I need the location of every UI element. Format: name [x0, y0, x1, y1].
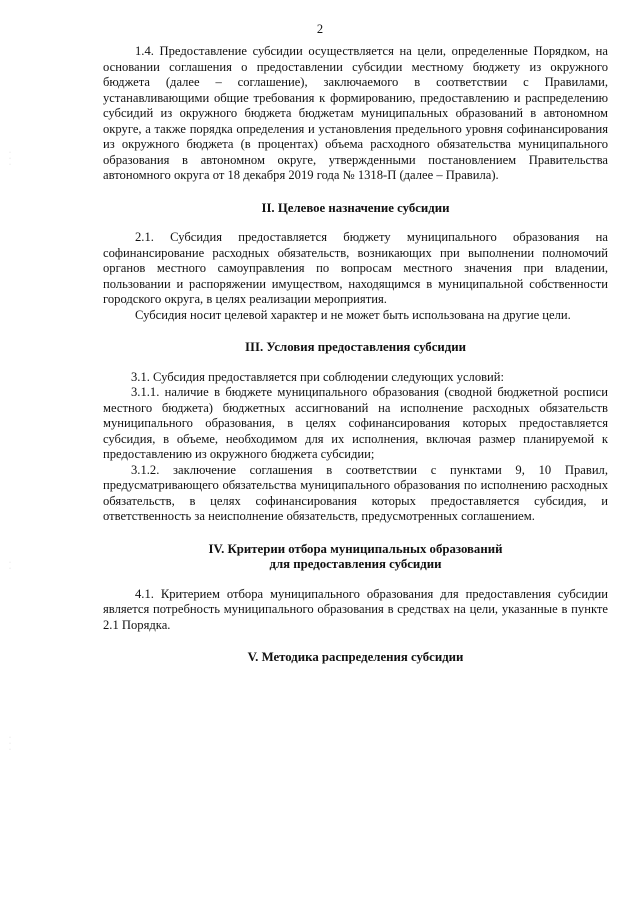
- section-3-heading: III. Условия предоставления субсидии: [245, 340, 466, 354]
- section-4-heading: [103, 542, 608, 573]
- section-5-heading: V. Методика распределения субсидии: [247, 650, 464, 664]
- scan-margin-artifact: · · ·: [9, 735, 11, 753]
- section-4-heading-line-2: для предоставления субсидии: [269, 557, 442, 571]
- paragraph-3-1: 3.1. Субсидия предоставляется при соблюдении следующих условий:: [131, 369, 505, 384]
- document-body: [103, 44, 608, 666]
- scan-margin-artifact: · · ·: [9, 150, 11, 168]
- section-4-heading-line-1: IV. Критерии отбора муниципальных образований: [208, 541, 503, 556]
- section-2-heading: II. Целевое назначение субсидии: [261, 200, 450, 215]
- paragraph-3-1-2: 3.1.2. заключение соглашения в соответствии с пунктами 9, 10 Правил, предусматривающего обязательства муниципального образования по исполнению расходных обязательств, в целях софинансирования которых предоставляется субсидия, и ответственность за неисполнение обязательств, предусмотренных соглашением.: [103, 462, 608, 523]
- paragraph-4-1: 4.1. Критерием отбора муниципального образования для предоставления субсидии является потребность муниципального образования в средствах на цели, указанные в пункте 2.1 Порядка.: [103, 586, 608, 632]
- paragraph-3-1-1: 3.1.1. наличие в бюджете муниципального образования (сводной бюджетной росписи местного бюджета) бюджетных ассигнований на исполнение расходных обязательств муниципального образования, в целях софинансирования которых предоставляется субсидия, в объеме, необходимом для их исполнения, включая размер планируемой к предоставлению из окружного бюджета субсидии;: [103, 385, 608, 461]
- paragraph-2-1: 2.1. Субсидия предоставляется бюджету муниципального образования на софинансирование расходных обязательств, возникающих при выполнении полномочий органов местного самоуправления по вопросам местного значения при владении, пользовании и распоряжении имуществом, находящимся в муниципальной собственности городского округа, в целях реализации мероприятия.: [103, 230, 608, 306]
- paragraph-target-purpose: Субсидия носит целевой характер и не может быть использована на другие цели.: [135, 307, 571, 322]
- scan-margin-artifact: · ·: [9, 560, 11, 572]
- page-number: 2: [316, 22, 324, 36]
- paragraph-1-4: 1.4. Предоставление субсидии осуществляется на цели, определенные Порядком, на основании соглашения о предоставлении субсидии местному бюджету из окружного бюджета (далее – соглашение), заключаемого в соответствии с Правилами, устанавливающими общие требования к формированию, предоставлению и распределению субсидий из окружного бюджета бюджетам муниципальных образований в автономном округе, а также порядка определения и установления предельного уровня софинансирования из окружного бюджета (в процентах) объема расходного обязательства муниципального образования в автономном округе, утвержденными постановлением Правительства автономного округа от 18 декабря 2019 года № 1318-П (далее – Правила).: [103, 44, 608, 182]
